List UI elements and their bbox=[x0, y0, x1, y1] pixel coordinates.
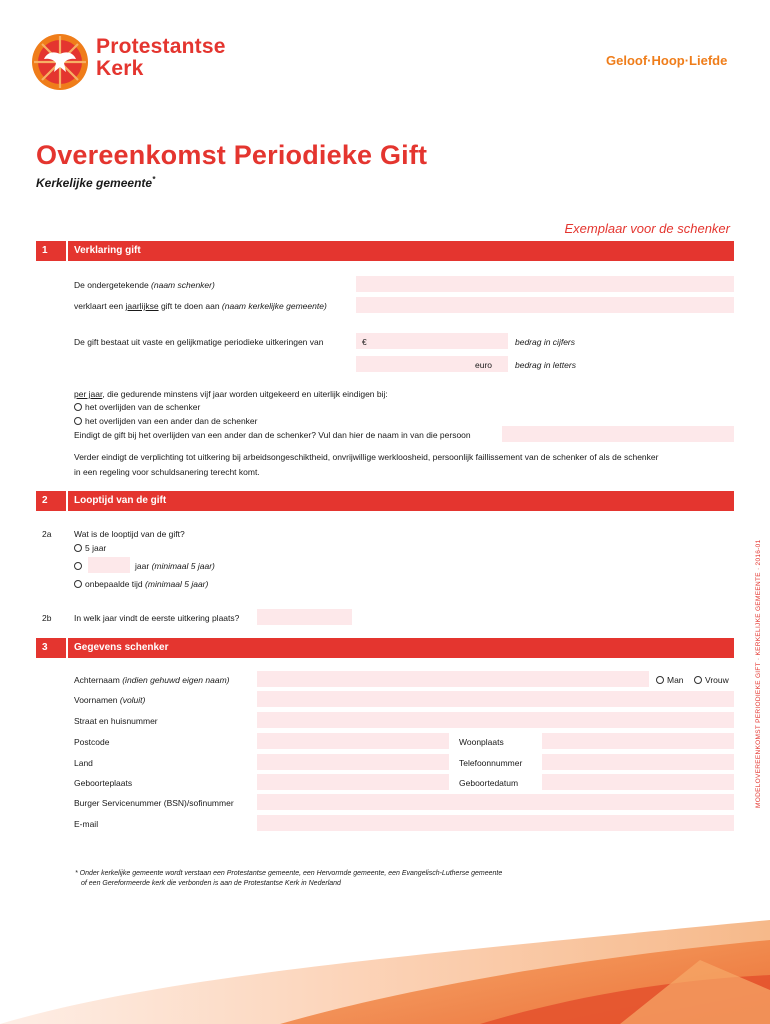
section-separator bbox=[66, 638, 68, 658]
country-input[interactable] bbox=[257, 754, 449, 770]
declares-label bbox=[74, 301, 327, 312]
euro-word: euro bbox=[475, 360, 493, 370]
amount-letters-hint: bedrag in letters bbox=[515, 360, 576, 370]
section-title: Gegevens schenker bbox=[74, 642, 169, 653]
radio-circle-icon[interactable] bbox=[656, 676, 664, 684]
duration-indefinite-label: onbepaalde tijd bbox=[85, 579, 143, 589]
end-option-donor-label: het overlijden van de schenker bbox=[85, 402, 201, 412]
email-label: E-mail bbox=[74, 819, 99, 829]
protestantse-kerk-logo-icon bbox=[30, 32, 90, 92]
undersigned-label bbox=[74, 280, 215, 291]
surname-input[interactable] bbox=[257, 671, 649, 687]
section-title: Looptijd van de gift bbox=[74, 495, 167, 506]
firstnames-text: Voornamen bbox=[74, 695, 118, 705]
radio-circle-icon[interactable] bbox=[74, 403, 82, 411]
page-subtitle bbox=[36, 175, 155, 190]
surname-label bbox=[74, 675, 230, 686]
section-number: 3 bbox=[42, 642, 48, 653]
termination-para-line-2: in een regeling voor schuldsanering terecht komt. bbox=[74, 467, 260, 477]
birthdate-label: Geboortedatum bbox=[459, 778, 519, 788]
section-number: 2 bbox=[42, 495, 48, 506]
section-number: 1 bbox=[42, 245, 48, 256]
street-label: Straat en huisnummer bbox=[74, 716, 158, 726]
termination-para-line-1: Verder eindigt de verplichting tot uitkering bij arbeidsongeschiktheid, onvrijwillige werkloosheid, persoonlijk faillissement van de schenker of als de schenker bbox=[74, 452, 659, 462]
birthdate-input[interactable] bbox=[542, 774, 734, 790]
phone-input[interactable] bbox=[542, 754, 734, 770]
copy-label: Exemplaar voor de schenker bbox=[564, 221, 730, 236]
amount-figures-input[interactable] bbox=[356, 333, 508, 349]
footnote-line-2: of een Gereformeerde kerk die verbonden is aan de Protestantse Kerk in Nederland bbox=[81, 880, 341, 887]
footnote bbox=[75, 869, 502, 889]
logo-line-2: Kerk bbox=[96, 57, 144, 80]
street-input[interactable] bbox=[257, 712, 734, 728]
logo-wordmark bbox=[96, 36, 226, 80]
duration-years-word: jaar bbox=[135, 561, 150, 571]
per-year-text bbox=[74, 389, 388, 400]
radio-circle-icon[interactable] bbox=[74, 544, 82, 552]
undersigned-text: De ondergetekende bbox=[74, 280, 149, 290]
logo-line-1: Protestantse bbox=[96, 35, 226, 58]
duration-option-custom[interactable] bbox=[74, 561, 85, 572]
city-label: Woonplaats bbox=[459, 737, 504, 747]
city-input[interactable] bbox=[542, 733, 734, 749]
section-title: Verklaring gift bbox=[74, 245, 141, 256]
congregation-name-input[interactable] bbox=[356, 297, 734, 313]
duration-option-5-years[interactable] bbox=[74, 543, 106, 554]
country-label: Land bbox=[74, 758, 93, 768]
end-option-other[interactable] bbox=[74, 416, 257, 427]
amount-figures-hint: bedrag in cijfers bbox=[515, 337, 576, 347]
other-person-name-input[interactable] bbox=[502, 426, 734, 442]
bsn-input[interactable] bbox=[257, 794, 734, 810]
firstnames-input[interactable] bbox=[257, 691, 734, 707]
declares-post: gift te doen aan bbox=[158, 301, 222, 311]
per-year-rest: , die gedurende minstens vijf jaar worden uitgekeerd en uiterlijk eindigen bij: bbox=[102, 389, 388, 399]
gender-woman-option[interactable] bbox=[694, 675, 729, 686]
radio-circle-icon[interactable] bbox=[74, 562, 82, 570]
gender-man-label: Man bbox=[667, 675, 684, 685]
surname-hint: (indien gehuwd eigen naam) bbox=[122, 675, 230, 685]
firstnames-label bbox=[74, 695, 145, 706]
duration-indefinite-hint: (minimaal 5 jaar) bbox=[145, 579, 209, 589]
section-1-header bbox=[36, 241, 734, 261]
undersigned-name-input[interactable] bbox=[356, 276, 734, 292]
question-2b-number: 2b bbox=[42, 613, 52, 623]
gender-man-option[interactable] bbox=[656, 675, 684, 686]
phone-label: Telefoonnummer bbox=[459, 758, 523, 768]
section-separator bbox=[66, 241, 68, 261]
postcode-input[interactable] bbox=[257, 733, 449, 749]
declares-pre: verklaart een bbox=[74, 301, 126, 311]
declares-hint: (naam kerkelijke gemeente) bbox=[221, 301, 327, 311]
radio-circle-icon[interactable] bbox=[74, 580, 82, 588]
email-input[interactable] bbox=[257, 815, 734, 831]
per-year-underline: per jaar bbox=[74, 389, 103, 399]
end-option-other-label: het overlijden van een ander dan de schenker bbox=[85, 416, 258, 426]
duration-custom-label bbox=[135, 561, 215, 572]
side-form-code: MODELOVEREENKOMST PERIODIEKE GIFT · KERKELIJKE GEMEENTE · 2016-01 bbox=[755, 539, 762, 808]
subtitle-footnote-mark: * bbox=[152, 175, 156, 184]
duration-option-indefinite[interactable] bbox=[74, 579, 208, 590]
birthplace-input[interactable] bbox=[257, 774, 449, 790]
first-payment-year-input[interactable] bbox=[257, 609, 352, 625]
footnote-line-1: * Onder kerkelijke gemeente wordt verstaan een Protestantse gemeente, een Hervormde gemeente, een Evangelisch-Lutherse gemeente bbox=[75, 870, 503, 877]
undersigned-hint: (naam schenker) bbox=[151, 280, 215, 290]
bsn-label: Burger Servicenummer (BSN)/sofinummer bbox=[74, 798, 234, 808]
declares-underline: jaarlijkse bbox=[125, 301, 159, 311]
question-2a-label: Wat is de looptijd van de gift? bbox=[74, 529, 185, 539]
tagline: Geloof·Hoop·Liefde bbox=[606, 53, 728, 68]
subtitle-text: Kerkelijke gemeente bbox=[36, 176, 153, 190]
decorative-background-sweep bbox=[0, 900, 770, 1024]
euro-sign: € bbox=[362, 337, 367, 347]
question-2b-label: In welk jaar vindt de eerste uitkering plaats? bbox=[74, 613, 240, 623]
end-option-donor[interactable] bbox=[74, 402, 200, 413]
firstnames-hint: (voluit) bbox=[119, 695, 146, 705]
page-title: Overeenkomst Periodieke Gift bbox=[36, 140, 428, 170]
postcode-label: Postcode bbox=[74, 737, 110, 747]
other-person-label: Eindigt de gift bij het overlijden van een ander dan de schenker? Vul dan hier de naam in van die persoon bbox=[74, 430, 471, 440]
radio-circle-icon[interactable] bbox=[74, 417, 82, 425]
radio-circle-icon[interactable] bbox=[694, 676, 702, 684]
section-2-header bbox=[36, 491, 734, 511]
birthplace-label: Geboorteplaats bbox=[74, 778, 133, 788]
consists-label: De gift bestaat uit vaste en gelijkmatige periodieke uitkeringen van bbox=[74, 337, 324, 347]
duration-years-hint: (minimaal 5 jaar) bbox=[151, 561, 215, 571]
gender-woman-label: Vrouw bbox=[705, 675, 729, 685]
section-separator bbox=[66, 491, 68, 511]
duration-years-input[interactable] bbox=[88, 557, 130, 573]
surname-text: Achternaam bbox=[74, 675, 120, 685]
question-2a-number: 2a bbox=[42, 529, 52, 539]
section-3-header bbox=[36, 638, 734, 658]
duration-option-5-label: 5 jaar bbox=[85, 543, 107, 553]
